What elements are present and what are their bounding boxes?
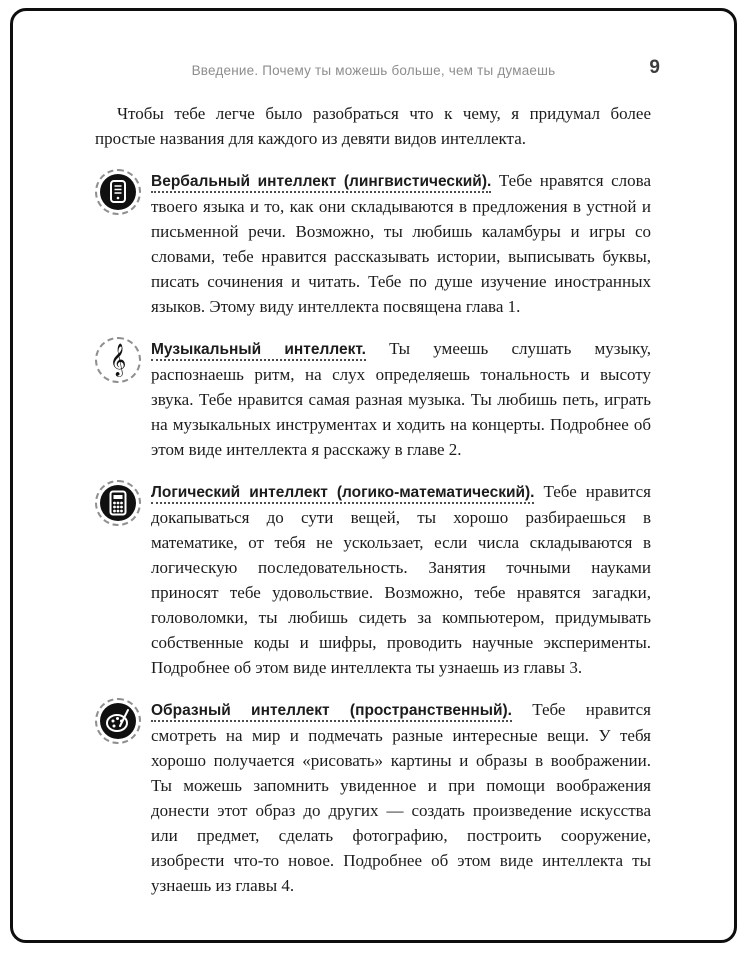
ebook-icon	[95, 169, 141, 215]
calculator-icon-circle	[100, 485, 136, 521]
palette-icon-circle	[100, 703, 136, 739]
page-content	[95, 101, 651, 898]
section-heading: Вербальный интеллект (лингвистический).	[151, 173, 491, 193]
palette-icon	[95, 698, 141, 744]
section-text: Тебе нравится докапываться до сути вещей, ты хорошо разбираешься в математике, от тебя не ускользает, если числа складываются в логическую последовательность. Занятия точными науками приносят тебе удовольствие. Возможно, тебе нравятся загадки, головоломки, ты любишь сидеть за компьютером, придумывать собственные коды и шифры, проводить научные эксперименты. Подробнее об этом виде интеллекта ты узнаешь из главы 3.	[151, 482, 651, 677]
section-paragraph	[151, 479, 651, 680]
section-paragraph	[151, 168, 651, 319]
section-verbal	[95, 168, 651, 319]
section-paragraph	[151, 336, 651, 462]
calculator-icon	[95, 480, 141, 526]
section-musical	[95, 336, 651, 462]
ebook-icon-glyph	[100, 174, 136, 210]
section-paragraph	[151, 697, 651, 898]
intro-paragraph: Чтобы тебе легче было разобраться что к чему, я придумал более простые названия для каждого из девяти видов интеллекта.	[95, 104, 651, 148]
section-heading: Музыкальный интеллект.	[151, 341, 366, 361]
palette-icon-glyph	[100, 703, 136, 739]
section-text: Тебе нравятся слова твоего языка и то, как они складываются в предложения в устной и письменной речи. Возможно, ты любишь каламбуры и игры со словами, тебе нравится рассказывать истории, выписывать буквы, писать сочинения и читать. Тебе по душе изучение иностранных языков. Этому виду интеллекта посвящена глава 1.	[151, 171, 651, 316]
section-logical	[95, 479, 651, 680]
calculator-icon-glyph	[100, 485, 136, 521]
page-frame	[10, 8, 737, 943]
treble-clef-icon	[95, 337, 141, 383]
section-spatial	[95, 697, 651, 898]
running-title: Введение. Почему ты можешь больше, чем ты думаешь	[191, 63, 556, 78]
section-text: Ты умеешь слушать музыку, распознаешь ритм, на слух определяешь тональность и высоту звука. Тебе нравится самая разная музыка. Ты любишь петь, играть на музыкальных инструментах и ходить на концерты. Подробнее об этом виде интеллекта я расскажу в главе 2.	[151, 339, 652, 459]
section-text: Тебе нравится смотреть на мир и подмечать разные интересные вещи. У тебя хорошо получается «рисовать» картины и образы в воображении. Ты можешь запомнить увиденное и при помощи воображения донести этот образ до других — создать произведение искусства или предмет, сделать фотографию, построить сооружение, изобрести что-то новое. Подробнее об этом виде интеллекта ты узнаешь из главы 4.	[151, 700, 651, 895]
treble-clef-icon-circle	[100, 342, 136, 378]
ebook-icon-circle	[100, 174, 136, 210]
section-heading: Логический интеллект (логико-математический).	[151, 484, 534, 504]
page-number: 9	[649, 57, 660, 78]
treble-clef-glyph: 𝄞	[109, 343, 127, 376]
section-heading: Образный интеллект (пространственный).	[151, 702, 512, 722]
